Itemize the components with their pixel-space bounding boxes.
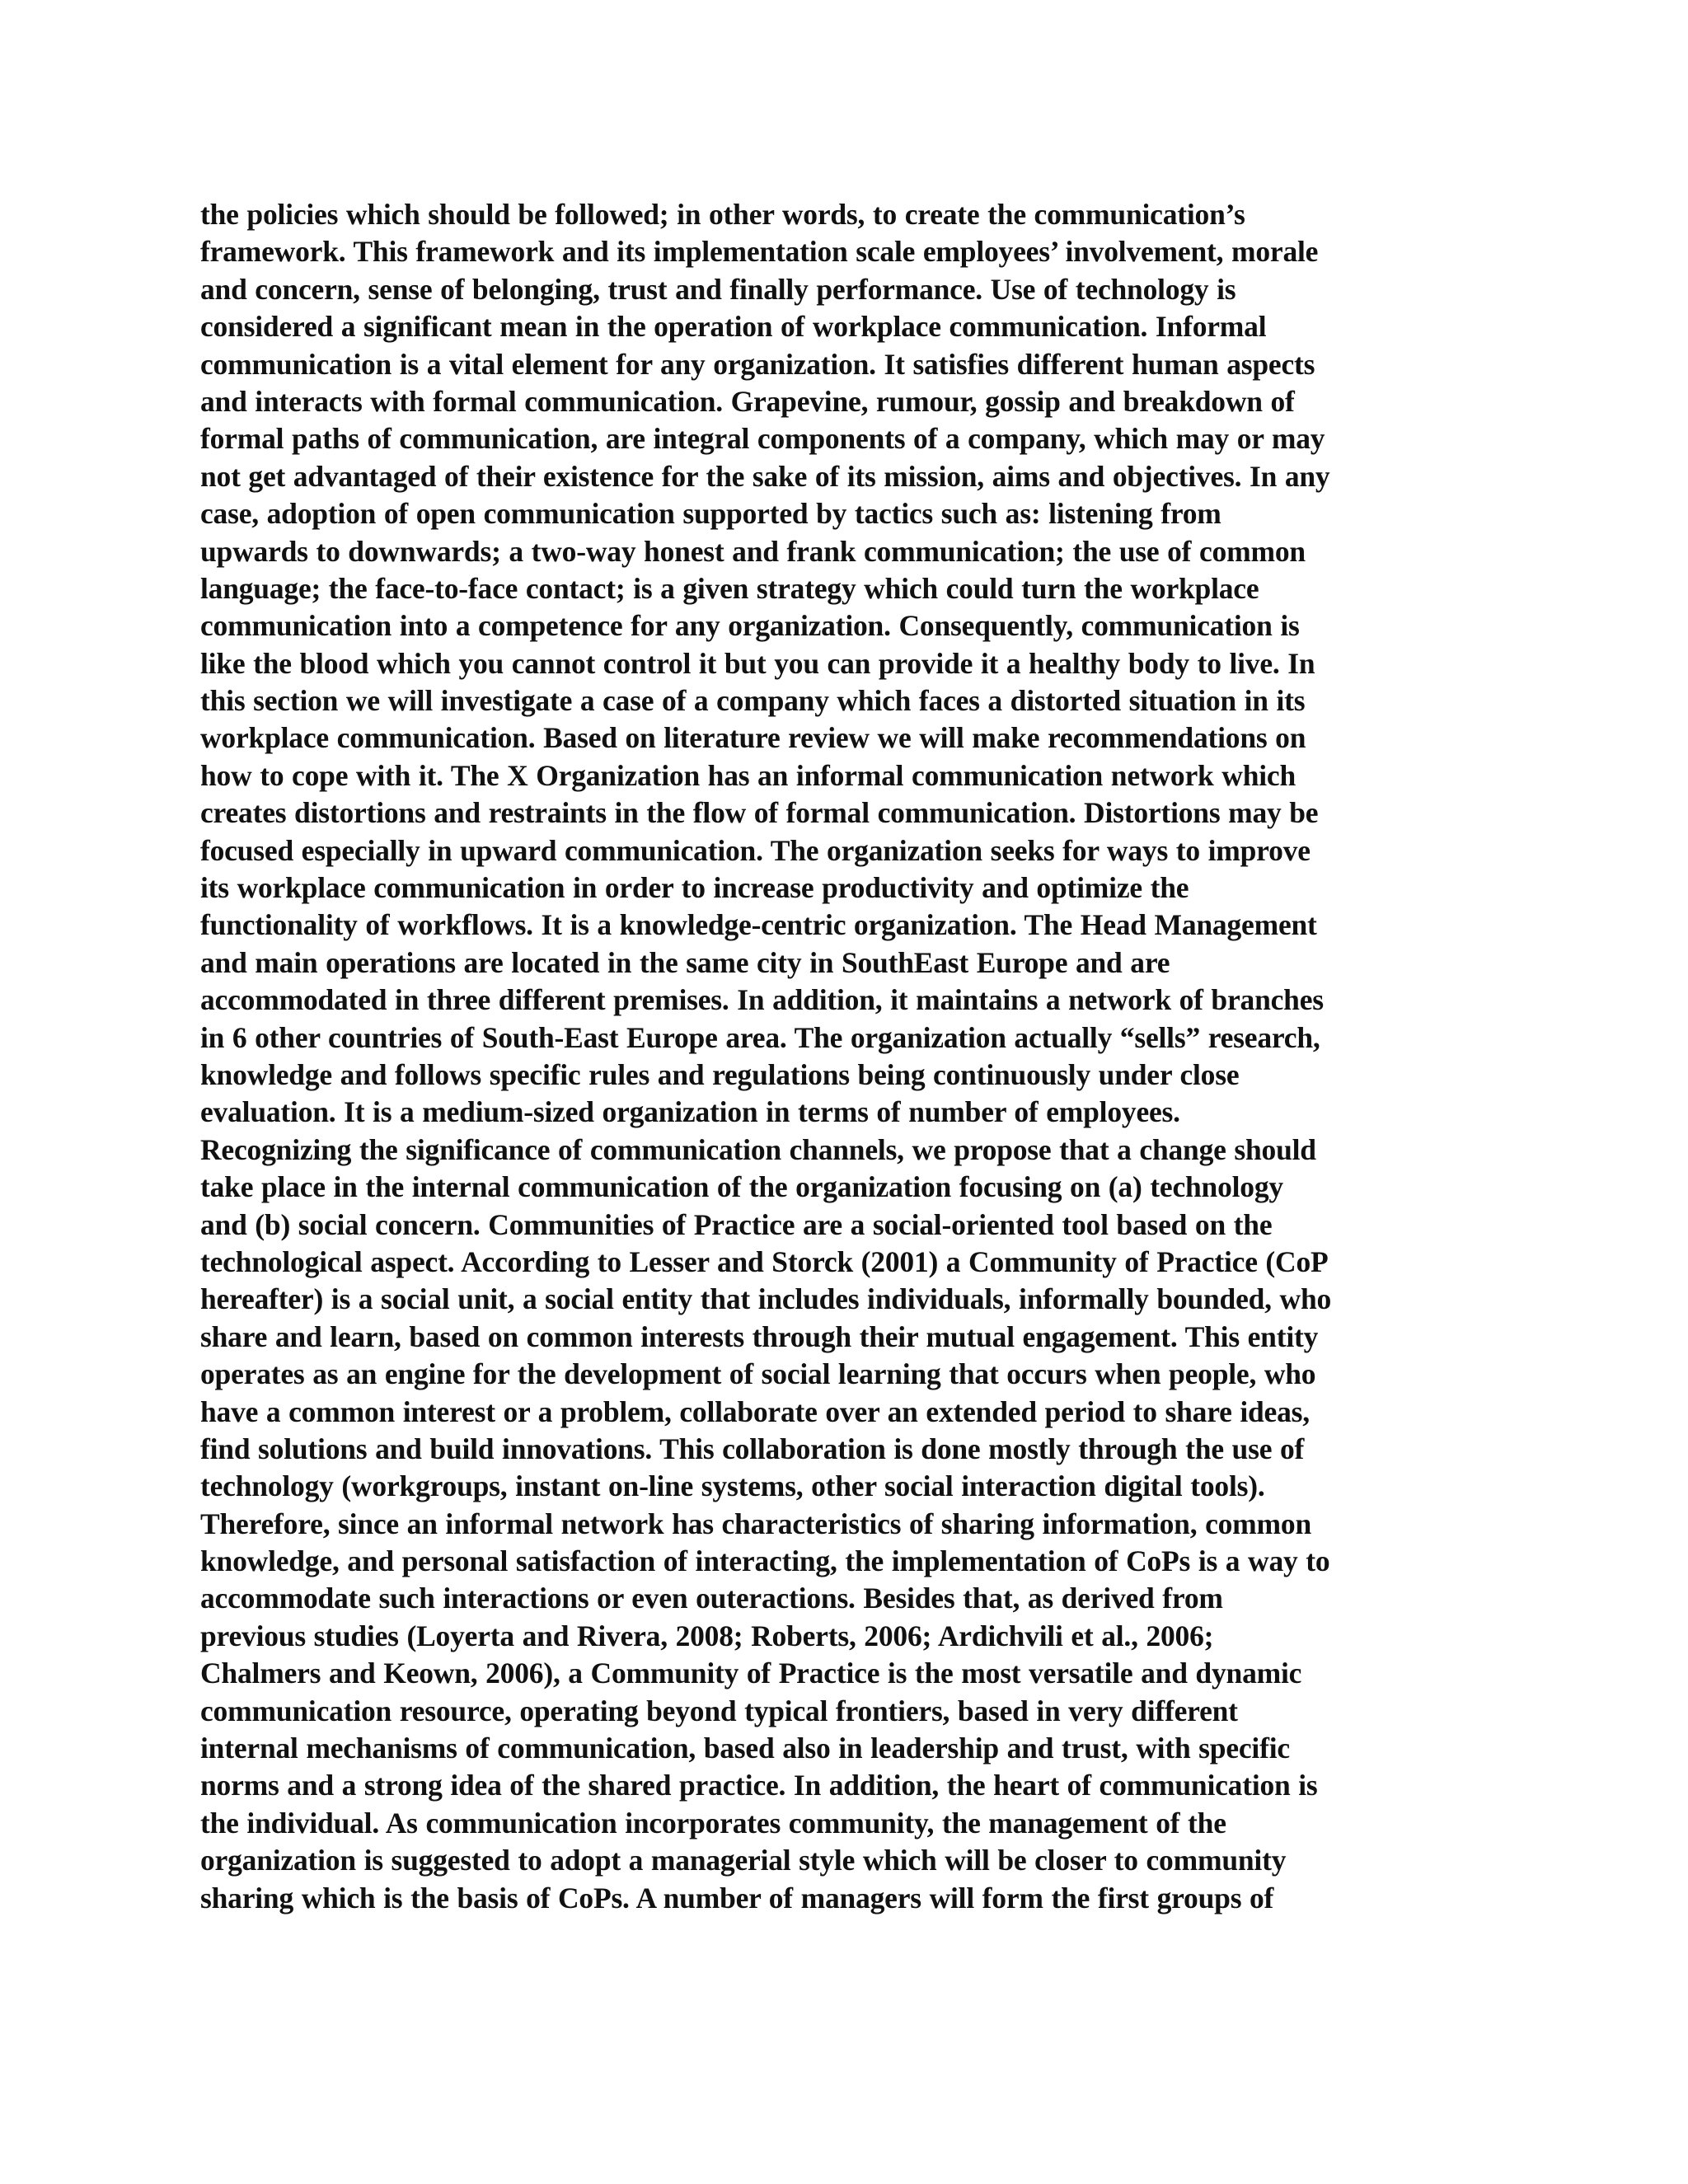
text-line: find solutions and build innovations. This collaboration is done mostly through the use of [200, 1432, 1305, 1465]
text-line: technology (workgroups, instant on-line systems, other social interaction digital tools). [200, 1469, 1265, 1503]
text-line: and (b) social concern. Communities of Practice are a social-oriented tool based on the [200, 1207, 1273, 1241]
text-line: have a common interest or a problem, collaborate over an extended period to share ideas, [200, 1394, 1310, 1428]
text-line: the policies which should be followed; in other words, to create the communication’s [200, 198, 1245, 231]
text-line: formal paths of communication, are integral components of a company, which may or may [200, 422, 1325, 456]
text-line: technological aspect. According to Lesser and Storck (2001) a Community of Practice (CoP [200, 1244, 1329, 1278]
text-line: communication resource, operating beyond typical frontiers, based in very different [200, 1694, 1238, 1727]
text-line: focused especially in upward communication. The organization seeks for ways to improve [200, 833, 1311, 867]
text-line: take place in the internal communication of the organization focusing on (a) technology [200, 1170, 1283, 1204]
body-text [200, 196, 1486, 1917]
text-line: Chalmers and Keown, 2006), a Community of Practice is the most versatile and dynamic [200, 1657, 1302, 1690]
text-line: not get advantaged of their existence for the sake of its mission, aims and objectives. In any [200, 459, 1330, 493]
text-line: knowledge, and personal satisfaction of interacting, the implementation of CoPs is a way to [200, 1544, 1330, 1578]
text-line: previous studies (Loyerta and Rivera, 2008; Roberts, 2006; Ardichvili et al., 2006; [200, 1619, 1214, 1652]
text-line: accommodate such interactions or even outeractions. Besides that, as derived from [200, 1582, 1223, 1615]
text-line: considered a significant mean in the operation of workplace communication. Informal [200, 310, 1267, 344]
text-line: upwards to downwards; a two-way honest and frank communication; the use of common [200, 534, 1306, 568]
text-line: language; the face-to-face contact; is a given strategy which could turn the workplace [200, 571, 1259, 605]
text-line: like the blood which you cannot control it but you can provide it a healthy body to live. In [200, 646, 1315, 680]
text-line: hereafter) is a social unit, a social entity that includes individuals, informally bounded, who [200, 1282, 1332, 1316]
text-line: evaluation. It is a medium-sized organization in terms of number of employees. [200, 1095, 1180, 1129]
text-line: knowledge and follows specific rules and regulations being continuously under close [200, 1057, 1240, 1091]
text-line: operates as an engine for the development of social learning that occurs when people, who [200, 1357, 1316, 1391]
text-line: organization is suggested to adopt a managerial style which will be closer to community [200, 1844, 1287, 1877]
text-line: and interacts with formal communication. Grapevine, rumour, gossip and breakdown of [200, 384, 1295, 418]
text-line: and concern, sense of belonging, trust and finally performance. Use of technology is [200, 272, 1236, 306]
text-line: framework. This framework and its implementation scale employees’ involvement, morale [200, 235, 1319, 269]
text-line: and main operations are located in the same city in SouthEast Europe and are [200, 945, 1170, 979]
text-line: workplace communication. Based on literature review we will make recommendations on [200, 721, 1306, 755]
text-line: internal mechanisms of communication, based also in leadership and trust, with specific [200, 1732, 1290, 1765]
text-line: Therefore, since an informal network has characteristics of sharing information, common [200, 1507, 1312, 1540]
text-line: case, adoption of open communication supported by tactics such as: listening from [200, 497, 1221, 531]
text-line: sharing which is the basis of CoPs. A number of managers will form the first groups of [200, 1881, 1274, 1915]
text-line: norms and a strong idea of the shared practice. In addition, the heart of communication is [200, 1769, 1318, 1802]
text-line: accommodated in three different premises. In addition, it maintains a network of branches [200, 983, 1324, 1017]
text-line: share and learn, based on common interests through their mutual engagement. This entity [200, 1319, 1319, 1353]
text-line: communication into a competence for any organization. Consequently, communication is [200, 609, 1300, 643]
text-line: creates distortions and restraints in the flow of formal communication. Distortions may be [200, 796, 1319, 830]
text-line: the individual. As communication incorporates community, the management of the [200, 1806, 1226, 1840]
text-line: in 6 other countries of South-East Europe area. The organization actually “sells” research, [200, 1020, 1320, 1054]
text-line: how to cope with it. The X Organization has an informal communication network which [200, 758, 1296, 792]
text-line: communication is a vital element for any organization. It satisfies different human aspects [200, 347, 1315, 381]
text-line: its workplace communication in order to increase productivity and optimize the [200, 871, 1189, 905]
text-line: this section we will investigate a case of a company which faces a distorted situation in its [200, 684, 1306, 718]
text-line: Recognizing the significance of communication channels, we propose that a change should [200, 1132, 1316, 1166]
text-line: functionality of workflows. It is a knowledge-centric organization. The Head Management [200, 908, 1317, 942]
